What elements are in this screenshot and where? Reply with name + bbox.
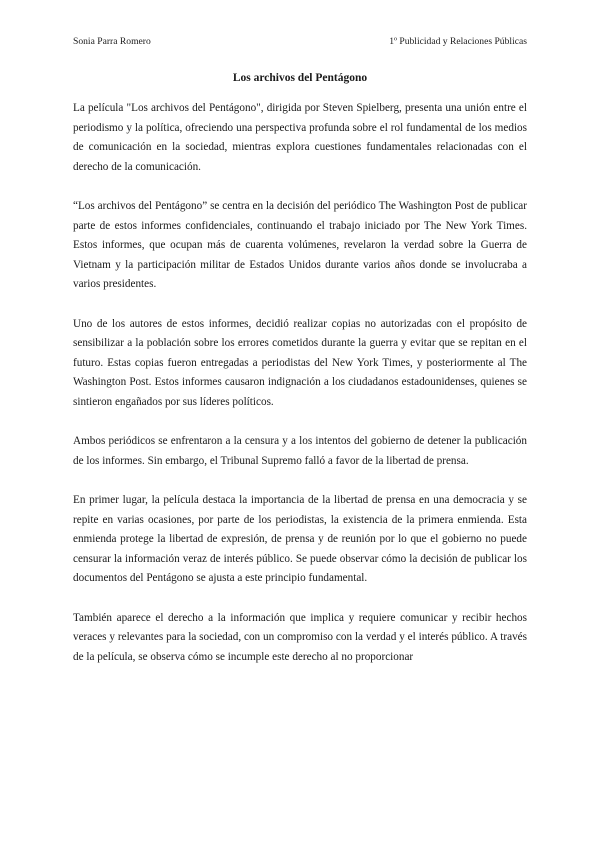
paragraph: También aparece el derecho a la información que implica y requiere comunicar y recibir hechos veraces y relevantes para la sociedad, con un compromiso con la verdad y el interés público. A través de la película, se observa cómo se incumple este derecho al no proporcionar [73, 611, 527, 663]
paragraph: Uno de los autores de estos informes, decidió realizar copias no autorizadas con el propósito de sensibilizar a la población sobre los errores cometidos durante la guerra y evitar que se repitan en el futuro. Estas copias fueron entregadas a periodistas del New York Times, y posteriormente al The Washington Post. Estos informes causaron indignación a los ciudadanos estadounidenses, quienes se sintieron engañados por sus líderes políticos. [73, 317, 527, 408]
document-title: Los archivos del Pentágono [232, 72, 368, 84]
document-body [73, 99, 527, 667]
paragraph: Ambos periódicos se enfrentaron a la censura y a los intentos del gobierno de detener la publicación de los informes. Sin embargo, el Tribunal Supremo falló a favor de la libertad de prensa. [73, 435, 527, 467]
paragraph: La película "Los archivos del Pentágono", dirigida por Steven Spielberg, presenta una unión entre el periodismo y la política, ofreciendo una perspectiva profunda sobre el rol fundamental de los medios de comunicación en la sociedad, mientras explora cuestiones fundamentales relacionadas con el derecho de la comunicación. [73, 102, 527, 173]
header-author: Sonia Parra Romero [73, 36, 151, 47]
paragraph: “Los archivos del Pentágono” se centra en la decisión del periódico The Washington Post de publicar parte de estos informes confidenciales, continuando el trabajo iniciado por The New York Times. Estos informes, que ocupan más de cuarenta volúmenes, revelaron la verdad sobre la Guerra de Vietnam y la participación militar de Estados Unidos durante varios años donde se involucraba a varios presidentes. [73, 200, 527, 290]
header-course: 1º Publicidad y Relaciones Públicas [389, 36, 527, 47]
page-header [73, 35, 527, 49]
paragraph: En primer lugar, la película destaca la importancia de la libertad de prensa en una democracia y se repite en varias ocasiones, por parte de los periodistas, la existencia de la primera enmienda. Esta enmienda protege la libertad de expresión, de prensa y de reunión por lo que el gobierno no puede censurar la información veraz de interés público. Se puede observar cómo la decisión de publicar los documentos del Pentágono se ajusta a este principio fundamental. [73, 494, 527, 584]
